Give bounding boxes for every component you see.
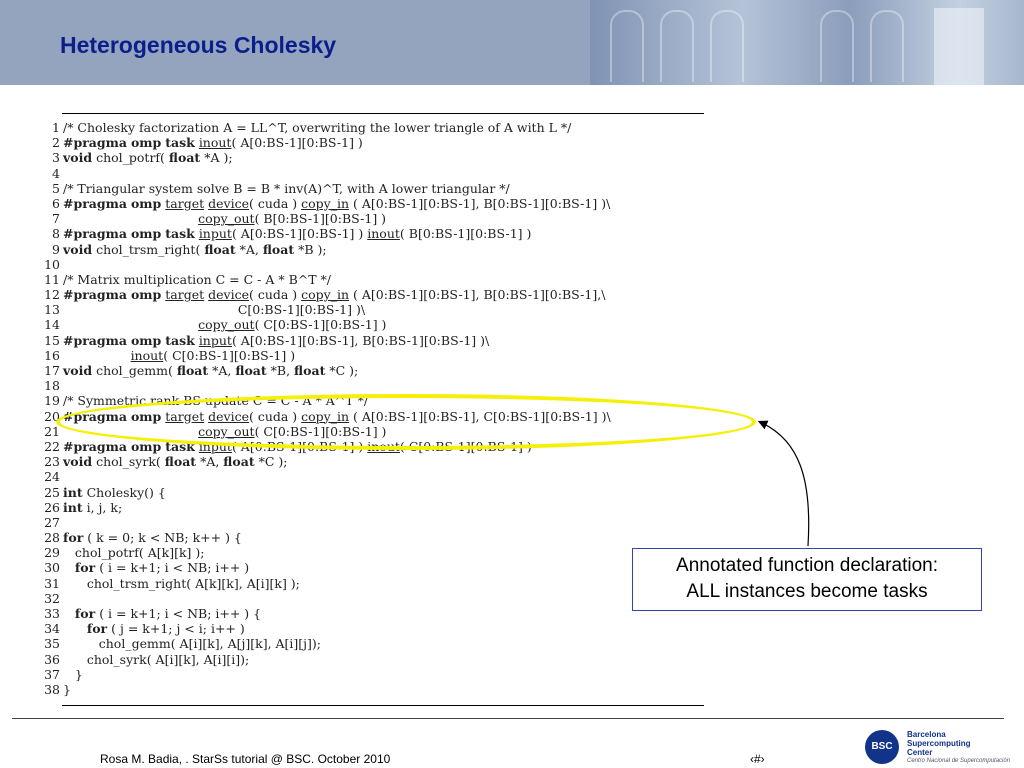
code-line: [44, 150, 611, 165]
code-line: [44, 469, 611, 484]
code-text: copy_out( B[0:BS-1][0:BS-1] ): [198, 211, 387, 227]
code-line: [44, 287, 611, 302]
code-line: [44, 196, 611, 211]
arch-decoration: [870, 10, 904, 82]
code-text: copy_out( C[0:BS-1][0:BS-1] ): [198, 317, 387, 333]
logo-line-1: Barcelona: [907, 730, 946, 739]
line-number: 28: [44, 530, 60, 546]
bsc-logo-text: [907, 730, 1010, 766]
code-line: [44, 181, 611, 196]
code-line: [44, 591, 611, 606]
code-line: [44, 576, 611, 591]
code-text: int Cholesky() {: [63, 484, 166, 500]
line-number: 23: [44, 454, 60, 470]
line-number: 18: [44, 378, 60, 394]
code-line: [44, 530, 611, 545]
code-line: [44, 485, 611, 500]
arch-decoration: [610, 10, 644, 82]
code-text: void chol_syrk( float *A, float *C );: [63, 454, 288, 470]
line-number: 30: [44, 560, 60, 576]
code-text: int i, j, k;: [63, 499, 123, 515]
code-line: [44, 682, 611, 697]
code-text: for ( j = k+1; j < i; i++ ): [86, 621, 245, 637]
code-line: [44, 454, 611, 469]
code-text: #pragma omp task input( A[0:BS-1][0:BS-1] ) inout( C[0:BS-1][0:BS-1] ): [63, 438, 532, 454]
code-line: [44, 120, 611, 135]
code-text: }: [63, 681, 71, 697]
line-number: 11: [44, 271, 60, 287]
line-number: 3: [52, 150, 60, 166]
line-number: 33: [44, 606, 60, 621]
page-number: ‹#›: [750, 752, 765, 766]
code-line: [44, 652, 611, 667]
line-number: 38: [44, 681, 60, 697]
code-line: [44, 560, 611, 575]
code-line: [44, 621, 611, 636]
annotation-box: [632, 548, 982, 611]
line-number: 31: [44, 575, 60, 591]
line-number: 32: [44, 590, 60, 606]
building-tower: [934, 8, 984, 85]
bsc-logo-mark: BSC: [865, 730, 899, 764]
code-text: /* Cholesky factorization A = LL^T, overwriting the lower triangle of A with L */: [63, 120, 572, 135]
line-number: 17: [44, 363, 60, 378]
code-text: /* Triangular system solve B = B * inv(A)^T, with A lower triangular */: [63, 180, 510, 196]
footer-credit: Rosa M. Badia, . StarSs tutorial @ BSC. October 2010: [100, 752, 391, 766]
logo-line-4: Centro Nacional de Supercomputación: [907, 758, 1011, 764]
line-number: 4: [52, 165, 60, 181]
slide-header: [0, 0, 1024, 85]
annotation-line-2: ALL instances become tasks: [686, 581, 928, 602]
code-text: #pragma omp task input( A[0:BS-1][0:BS-1], B[0:BS-1][0:BS-1] )\: [63, 332, 490, 348]
code-text: }: [63, 666, 83, 682]
code-line: [44, 211, 611, 226]
code-line: [44, 333, 611, 348]
line-number: 14: [44, 317, 60, 333]
line-number: 29: [44, 545, 60, 561]
code-line: [44, 166, 611, 181]
code-text: for ( i = k+1; i < NB; i++ ): [74, 560, 250, 576]
line-number: 26: [44, 499, 60, 515]
code-text: C[0:BS-1][0:BS-1] )\: [63, 302, 366, 318]
code-line: [44, 317, 611, 332]
code-text: #pragma omp target device( cuda ) copy_in ( A[0:BS-1][0:BS-1], B[0:BS-1][0:BS-1],\: [63, 287, 606, 303]
logo-line-2: Supercomputing: [907, 739, 971, 748]
arch-decoration: [820, 10, 854, 82]
code-line: [44, 363, 611, 378]
annotation-line-1: Annotated function declaration:: [676, 555, 938, 576]
footer-rule: [12, 718, 1004, 719]
line-number: 27: [44, 514, 60, 530]
code-text: chol_potrf( A[k][k] );: [63, 545, 205, 561]
code-text: chol_trsm_right( A[k][k], A[i][k] );: [63, 575, 300, 591]
code-line: [44, 515, 611, 530]
highlight-ellipse: [56, 394, 756, 450]
line-number: 5: [52, 180, 60, 196]
line-number: 22: [44, 438, 60, 454]
code-text: for ( i = k+1; i < NB; i++ ) {: [74, 606, 262, 621]
code-line: [44, 636, 611, 651]
line-number: 7: [52, 211, 60, 227]
code-line: [44, 500, 611, 515]
line-number: 16: [44, 347, 60, 363]
line-number: 35: [44, 636, 60, 652]
line-number: 2: [52, 135, 60, 151]
line-number: 15: [44, 332, 60, 348]
code-line: [44, 348, 611, 363]
bsc-logo: [865, 728, 1015, 766]
line-number: 34: [44, 621, 60, 637]
code-text: void chol_potrf( float *A );: [63, 150, 233, 166]
code-text: for ( k = 0; k < NB; k++ ) {: [63, 530, 242, 546]
code-text: #pragma omp target device( cuda ) copy_in ( A[0:BS-1][0:BS-1], C[0:BS-1][0:BS-1] )\: [63, 408, 611, 424]
code-text: #pragma omp task input( A[0:BS-1][0:BS-1] ) inout( B[0:BS-1][0:BS-1] ): [63, 226, 532, 242]
code-text: chol_syrk( A[i][k], A[i][i]);: [63, 651, 250, 667]
code-text: void chol_gemm( float *A, float *B, float *C );: [63, 363, 359, 378]
code-text: #pragma omp target device( cuda ) copy_in ( A[0:BS-1][0:BS-1], B[0:BS-1][0:BS-1] )\: [63, 195, 611, 211]
code-bottom-rule: [62, 705, 704, 706]
line-number: 19: [44, 393, 60, 409]
line-number: 13: [44, 302, 60, 318]
line-number: 9: [52, 241, 60, 257]
line-number: 37: [44, 666, 60, 682]
code-line: [44, 302, 611, 317]
line-number: 20: [44, 408, 60, 424]
line-number: 21: [44, 423, 60, 439]
code-text: chol_gemm( A[i][k], A[j][k], A[i][j]);: [63, 636, 322, 652]
code-line: [44, 226, 611, 241]
code-line: [44, 545, 611, 560]
line-number: 12: [44, 287, 60, 303]
line-number: 1: [52, 120, 60, 135]
code-line: [44, 667, 611, 682]
code-text: inout( C[0:BS-1][0:BS-1] ): [130, 347, 296, 363]
code-text: #pragma omp task inout( A[0:BS-1][0:BS-1] ): [63, 135, 363, 151]
line-number: 24: [44, 469, 60, 485]
code-text: copy_out( C[0:BS-1][0:BS-1] ): [198, 423, 387, 439]
code-text: /* Matrix multiplication C = C - A * B^T */: [63, 271, 332, 287]
header-photo-banner: [590, 0, 1024, 85]
arch-decoration: [710, 10, 744, 82]
arch-decoration: [660, 10, 694, 82]
logo-line-3: Center: [907, 748, 933, 757]
code-line: [44, 606, 611, 621]
code-line: [44, 242, 611, 257]
code-line: [44, 257, 611, 272]
line-number: 6: [52, 195, 60, 211]
code-line: [44, 272, 611, 287]
line-number: 36: [44, 651, 60, 667]
line-number: 8: [52, 226, 60, 242]
code-text: void chol_trsm_right( float *A, float *B );: [63, 241, 327, 257]
line-number: 10: [44, 256, 60, 272]
code-line: [44, 135, 611, 150]
code-text: /* Symmetric rank-BS update C = C - A * A^T */: [63, 393, 369, 409]
slide-title: Heterogeneous Cholesky: [60, 32, 337, 58]
line-number: 25: [44, 484, 60, 500]
code-top-rule: [62, 113, 704, 114]
code-line: [44, 378, 611, 393]
